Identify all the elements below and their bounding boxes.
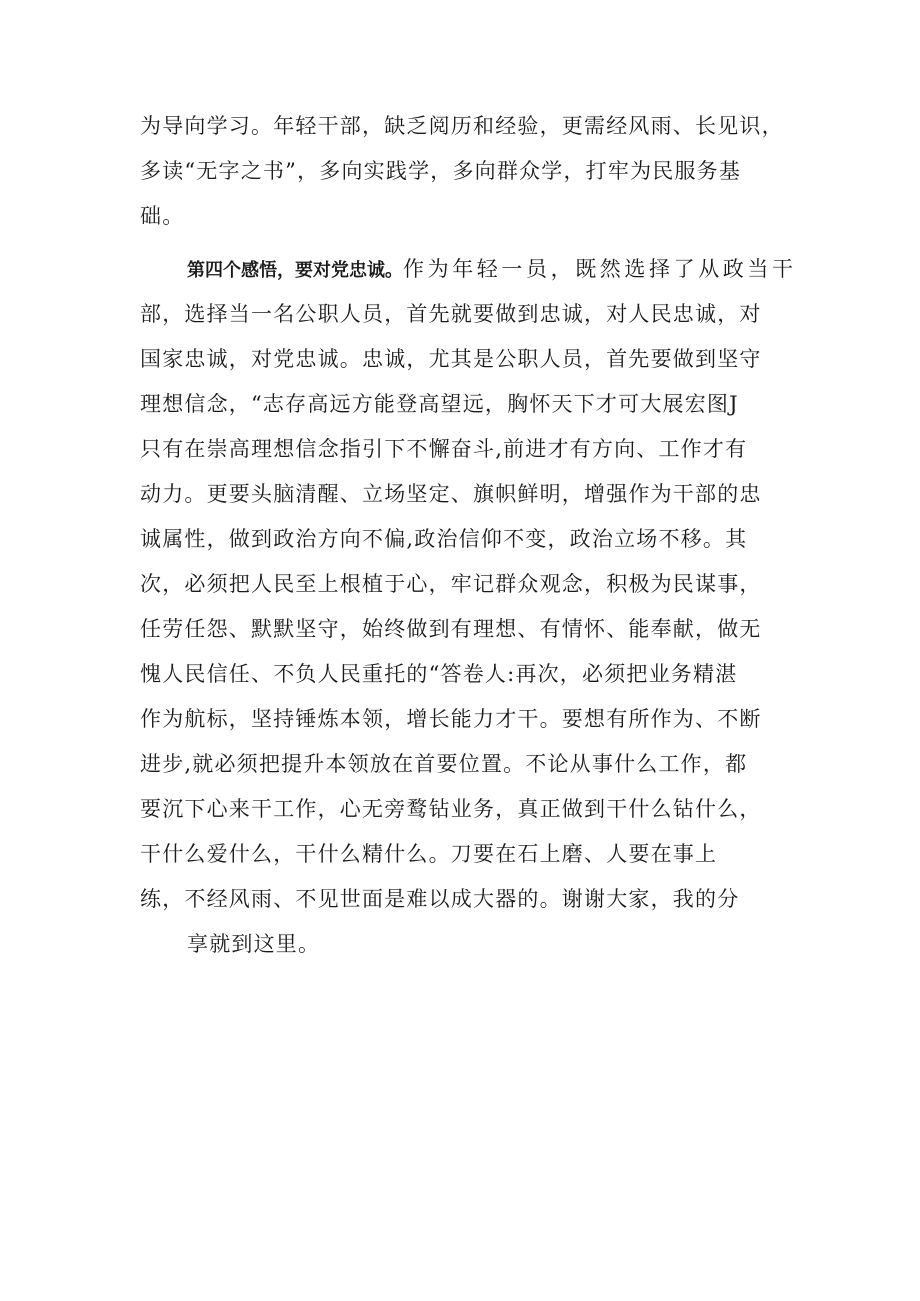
heading-line-rest: 作为年轻一员，既然选择了从政当干: [403, 257, 797, 281]
text-line: 要沉下心来干工作，心无旁鹜钻业务，真正做到干什么钻什么，: [140, 797, 762, 821]
text-line: 练，不经风雨、不见世面是难以成大器的。谢谢大家，我的分: [140, 887, 740, 911]
text-line: 动力。更要头脑清醒、立场坚定、旗帜鲜明，增强作为干部的忠: [140, 482, 762, 506]
text-line: 诚属性，做到政治方向不偏,政治信仰不变，政治立场不移。其: [140, 527, 748, 551]
text-line: 享就到这里。: [187, 932, 321, 956]
text-line: 多读“无字之书”，多向实践学，多向群众学，打牢为民服务基: [140, 159, 742, 183]
text-line: 理想信念，“志存高远方能登高望远，胸怀天下才可大展宏图J: [140, 392, 739, 416]
text-line: 部，选择当一名公职人员，首先就要做到忠诚，对人民忠诚，对: [140, 302, 762, 326]
body-text: [140, 104, 797, 967]
text-line: 愧人民信任、不负人民重托的“答卷人:再次，必须把业务精湛: [140, 662, 738, 686]
text-line: 次，必须把人民至上根植于心，牢记群众观念，积极为民谋事，: [140, 572, 762, 596]
text-line: 础。: [140, 204, 185, 228]
paragraph-heading: 第四个感悟，要对党忠诚。: [187, 260, 403, 281]
text-line: 任劳任怨、默默坚守，始终做到有理想、有情怀、能奉献，做无: [140, 617, 762, 641]
text-line: 作为航标，坚持锤炼本领，增长能力才干。要想有所作为、不断: [140, 707, 762, 731]
text-line: 国家忠诚，对党忠诚。忠诚，尤其是公职人员，首先要做到坚守: [140, 347, 762, 371]
paragraph-2: [140, 247, 797, 967]
text-line: [140, 247, 797, 292]
text-line: 为导向学习。年轻干部，缺乏阅历和经验，更需经风雨、长见识，: [140, 114, 784, 138]
text-line: 进步,就必须把提升本领放在首要位置。不论从事什么工作，都: [140, 752, 748, 776]
text-line: 干什么爱什么，干什么精什么。刀要在石上磨、人要在事上: [140, 842, 718, 866]
text-line: 只有在崇高理想信念指引下不懈奋斗,前进才有方向、工作才有: [140, 437, 748, 461]
paragraph-1: [140, 104, 790, 239]
paragraph-spacer: [140, 239, 790, 247]
